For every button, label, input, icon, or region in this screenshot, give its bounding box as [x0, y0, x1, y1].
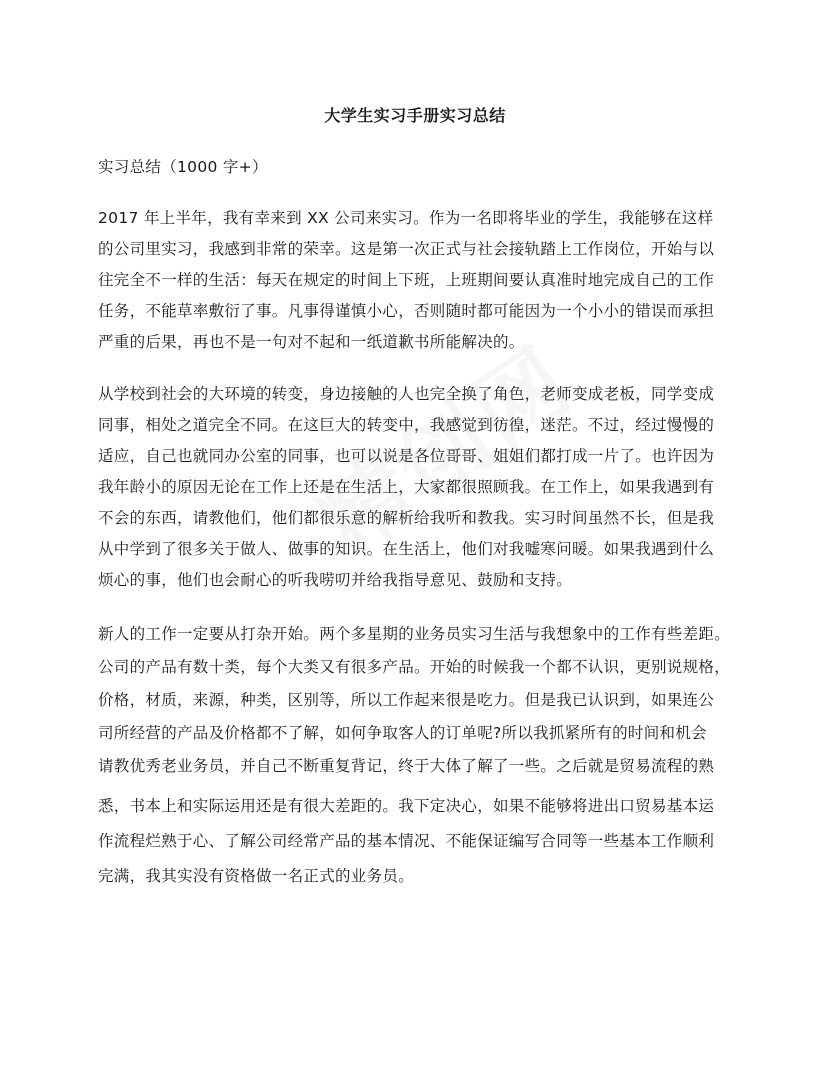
- paragraph-2-line-3: 适应，自己也就同办公室的同事，也可以说是各位哥哥、姐姐们都打成一片了。也许因为: [98, 447, 715, 465]
- paragraph-3-line-1: 新人的工作一定要从打杂开始。两个多星期的业务员实习生活与我想象中的工作有些差距。: [98, 625, 731, 643]
- paragraph-2-line-1: 从学校到社会的大环境的转变，身边接触的人也完全换了角色，老师变成老板，同学变成: [98, 385, 715, 403]
- paragraph-1-line-2: 的公司里实习，我感到非常的荣幸。这是第一次正式与社会接轨踏上工作岗位，开始与以: [98, 240, 715, 258]
- paragraph-1-line-5: 严重的后果，再也不是一句对不起和一纸道歉书所能解决的。: [98, 333, 525, 351]
- paragraph-1-line-4: 任务，不能草率敷衍了事。凡事得谨慎小心，否则随时都可能因为一个小小的错误而承担: [98, 302, 715, 320]
- paragraph-1-line-1: 2017 年上半年，我有幸来到 XX 公司来实习。作为一名即将毕业的学生，我能够在这样: [98, 209, 714, 227]
- paragraph-1-line-3: 往完全不一样的生活：每天在规定的时间上下班，上班期间要认真准时地完成自己的工作: [98, 271, 715, 289]
- paragraph-3-line-5: 请教优秀老业务员，并自己不断重复背记，终于大体了解了一些。之后就是贸易流程的熟: [98, 757, 715, 775]
- paragraph-2-line-6: 从中学到了很多关于做人、做事的知识。在生活上，他们对我嘘寒问暖。如果我遇到什么: [98, 540, 715, 558]
- paragraph-4-line-2: 作流程烂熟于心、了解公司经常产品的基本情况、不能保证编写合同等一些基本工作顺利: [98, 832, 715, 850]
- paragraph-4-line-3: 完满，我其实没有资格做一名正式的业务员。: [98, 867, 415, 885]
- paragraph-3-line-2: 公司的产品有数十类，每个大类又有很多产品。开始的时候我一个都不认识，更别说规格，: [98, 658, 731, 676]
- paragraph-2-line-2: 同事，相处之道完全不同。在这巨大的转变中，我感觉到彷徨，迷茫。不过，经过慢慢的: [98, 416, 715, 434]
- paragraph-4-line-1: 悉，书本上和实际运用还是有很大差距的。我下定决心，如果不能够将进出口贸易基本运: [98, 797, 715, 815]
- paragraph-2-line-4: 我年龄小的原因无论在工作上还是在生活上，大家都很照顾我。在工作上，如果我遇到有: [98, 478, 715, 496]
- page-title: 大学生实习手册实习总结: [324, 106, 506, 125]
- paragraph-2-line-7: 烦心的事，他们也会耐心的听我唠叨并给我指导意见、鼓励和支持。: [98, 571, 573, 589]
- paragraph-2-line-5: 不会的东西，请教他们，他们都很乐意的解析给我听和教我。实习时间虽然不长，但是我: [98, 509, 715, 527]
- paragraph-3-line-4: 司所经营的产品及价格都不了解，如何争取客人的订单呢?所以我抓紧所有的时间和机会: [98, 724, 707, 742]
- paragraph-3-line-3: 价格，材质，来源，种类，区别等，所以工作起来很是吃力。但是我已认识到，如果连公: [98, 691, 715, 709]
- section-heading: 实习总结（1000 字+）: [98, 158, 268, 176]
